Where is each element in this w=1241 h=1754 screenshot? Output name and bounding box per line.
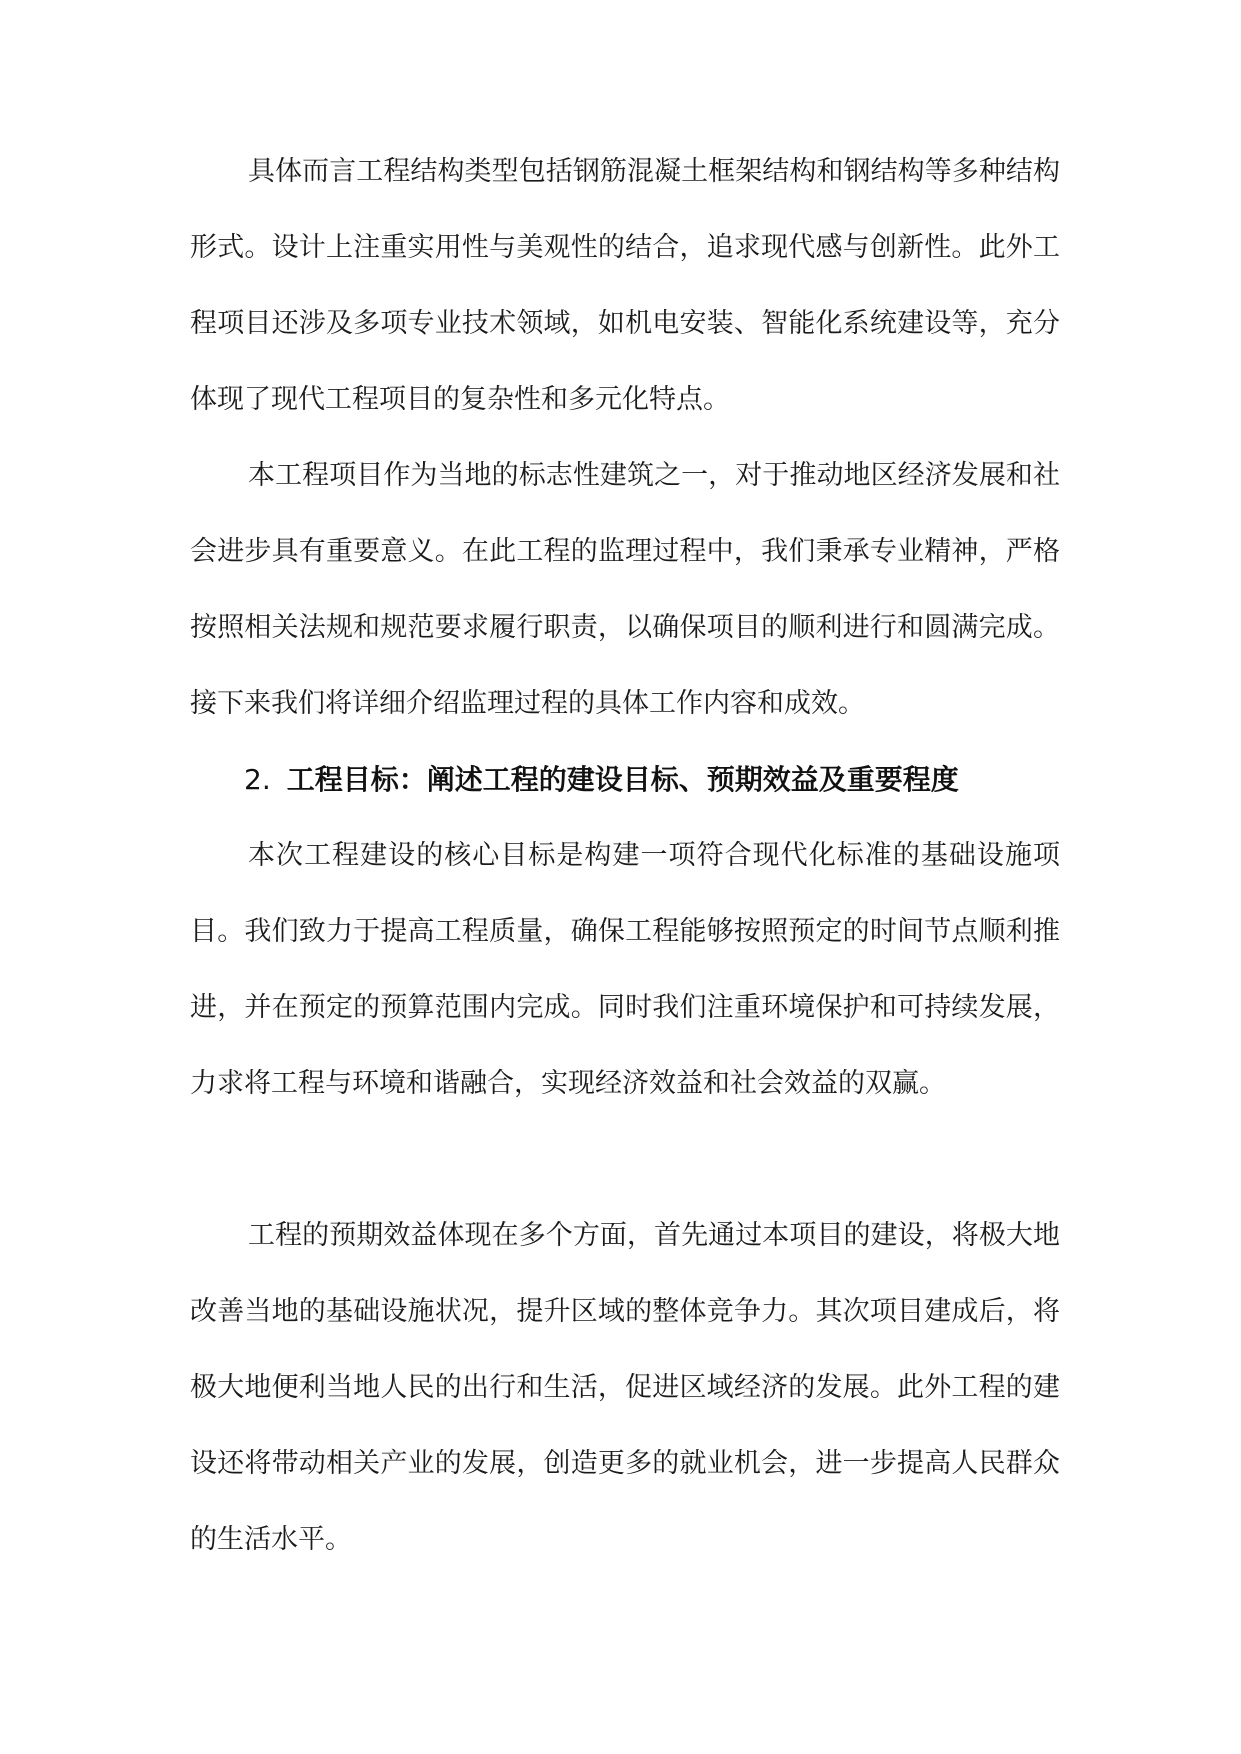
body-paragraph: 本次工程建设的核心目标是构建一项符合现代化标准的基础设施项目。我们致力于提高工程质量，确保工程能够按照预定的时间节点顺利推进，并在预定的预算范围内完成。同时我们注重环境保护和可持续发展，力求将工程与环境和谐融合，实现经济效益和社会效益的双赢。 bbox=[190, 840, 1060, 1099]
section-heading bbox=[244, 755, 1064, 805]
body-paragraph: 工程的预期效益体现在多个方面，首先通过本项目的建设，将极大地改善当地的基础设施状况，提升区域的整体竞争力。其次项目建成后，将极大地便利当地人民的出行和生活，促进区域经济的发展。此外工程的建设还将带动相关产业的发展，创造更多的就业机会，进一步提高人民群众的生活水平。 bbox=[190, 1220, 1060, 1555]
section-number: 2. bbox=[244, 763, 271, 796]
body-paragraph: 具体而言工程结构类型包括钢筋混凝土框架结构和钢结构等多种结构形式。设计上注重实用性与美观性的结合，追求现代感与创新性。此外工程项目还涉及多项专业技术领域，如机电安装、智能化系统建设等，充分体现了现代工程项目的复杂性和多元化特点。 bbox=[190, 156, 1060, 415]
body-paragraph: 本工程项目作为当地的标志性建筑之一，对于推动地区经济发展和社会进步具有重要意义。在此工程的监理过程中，我们秉承专业精神，严格按照相关法规和规范要求履行职责，以确保项目的顺利进行和圆满完成。接下来我们将详细介绍监理过程的具体工作内容和成效。 bbox=[190, 460, 1060, 719]
section-title: 工程目标：阐述工程的建设目标、预期效益及重要程度 bbox=[286, 763, 959, 796]
